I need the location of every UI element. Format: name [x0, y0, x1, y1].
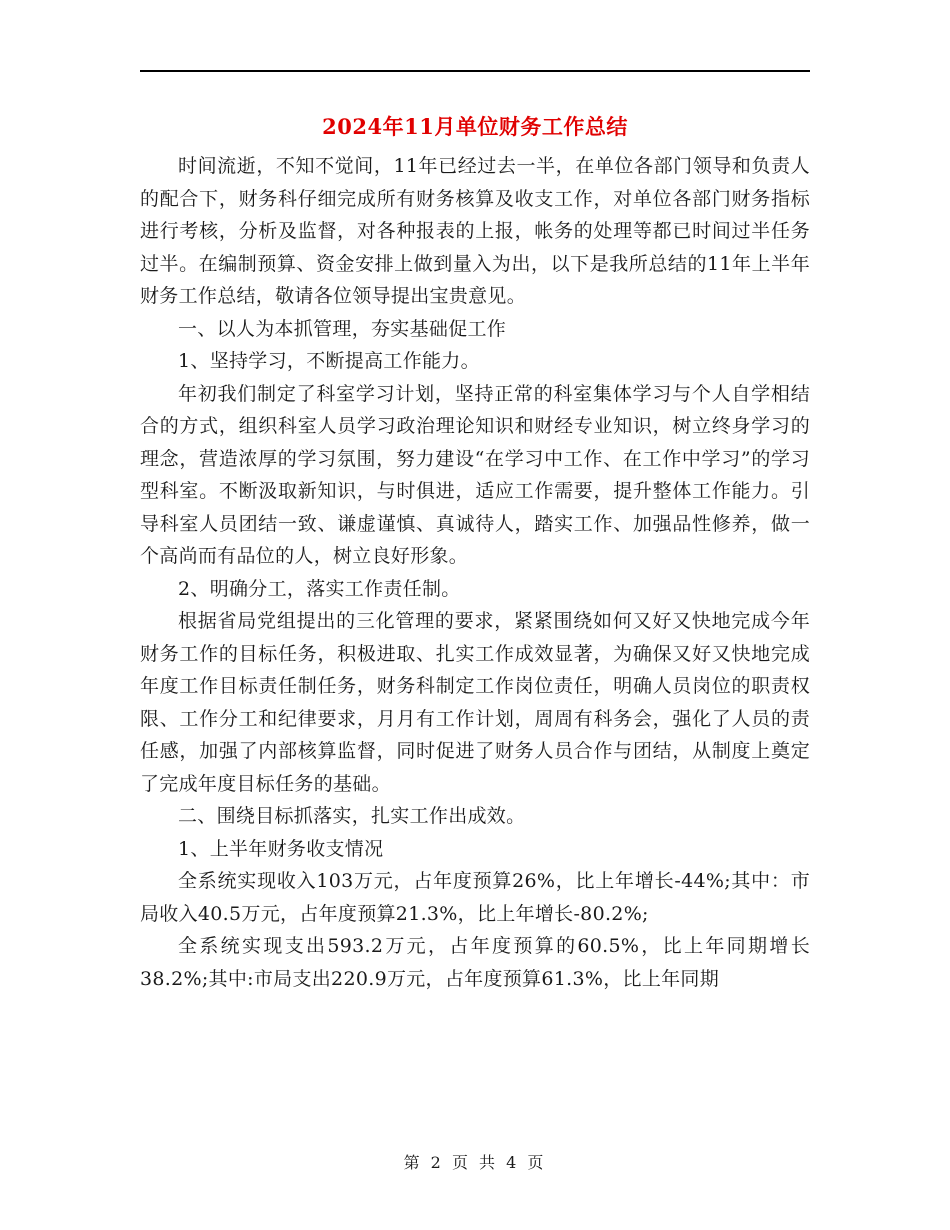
section-heading-1: 一、以人为本抓管理，夯实基础促工作: [178, 317, 507, 340]
paragraph-intro: 时间流逝，不知不觉间，11年已经过去一半，在单位各部门领导和负责人的配合下，财务科仔细完成所有财务核算及收支工作，对单位各部门财务指标进行考核，分析及监督，对各种报表的上报，帐务的处理等都已时间过半任务过半。在编制预算、资金安排上做到量入为出，以下是我所总结的11年上半年财务工作总结，敬请各位领导提出宝贵意见。: [140, 155, 810, 307]
paragraph-income: 全系统实现收入103万元，占年度预算26%，比上年增长-44%;其中：市局收入40.5万元，占年度预算21.3%，比上年增长-80.2%;: [140, 870, 810, 925]
document-body: [140, 150, 810, 995]
page-title: 2024年11月单位财务工作总结: [322, 114, 628, 139]
subsection-heading-1-1: 1、坚持学习，不断提高工作能力。: [178, 350, 480, 372]
paragraph-responsibility: 根据省局党组提出的三化管理的要求，紧紧围绕如何又好又快地完成今年财务工作的目标任务，积极进取、扎实工作成效显著，为确保又好又快地完成年度工作目标责任制任务，财务科制定工作岗位责任，明确人员岗位的职责权限、工作分工和纪律要求，月月有工作计划，周周有科务会，强化了人员的责任感，加强了内部核算监督，同时促进了财务人员合作与团结，从制度上奠定了完成年度目标任务的基础。: [140, 610, 810, 795]
paragraph-study: 年初我们制定了科室学习计划，坚持正常的科室集体学习与个人自学相结合的方式，组织科室人员学习政治理论知识和财经专业知识，树立终身学习的理念，营造浓厚的学习氛围，努力建设“在学习中工作、在工作中学习”的学习型科室。不断汲取新知识，与时俱进，适应工作需要，提升整体工作能力。引导科室人员团结一致、谦虚谨慎、真诚待人，踏实工作、加强品性修养，做一个高尚而有品位的人，树立良好形象。: [140, 382, 810, 567]
header-rule: [140, 70, 810, 72]
paragraph-expenditure: 全系统实现支出593.2万元，占年度预算的60.5%，比上年同期增长38.2%;其中:市局支出220.9万元，占年度预算61.3%，比上年同期: [140, 935, 810, 990]
subsection-heading-1-2: 2、明确分工，落实工作责任制。: [178, 577, 461, 600]
page-number-footer: 第 2 页 共 4 页: [403, 1153, 547, 1172]
section-heading-2: 二、围绕目标抓落实，扎实工作出成效。: [178, 805, 526, 827]
subsection-heading-2-1: 1、上半年财务收支情况: [178, 837, 384, 860]
